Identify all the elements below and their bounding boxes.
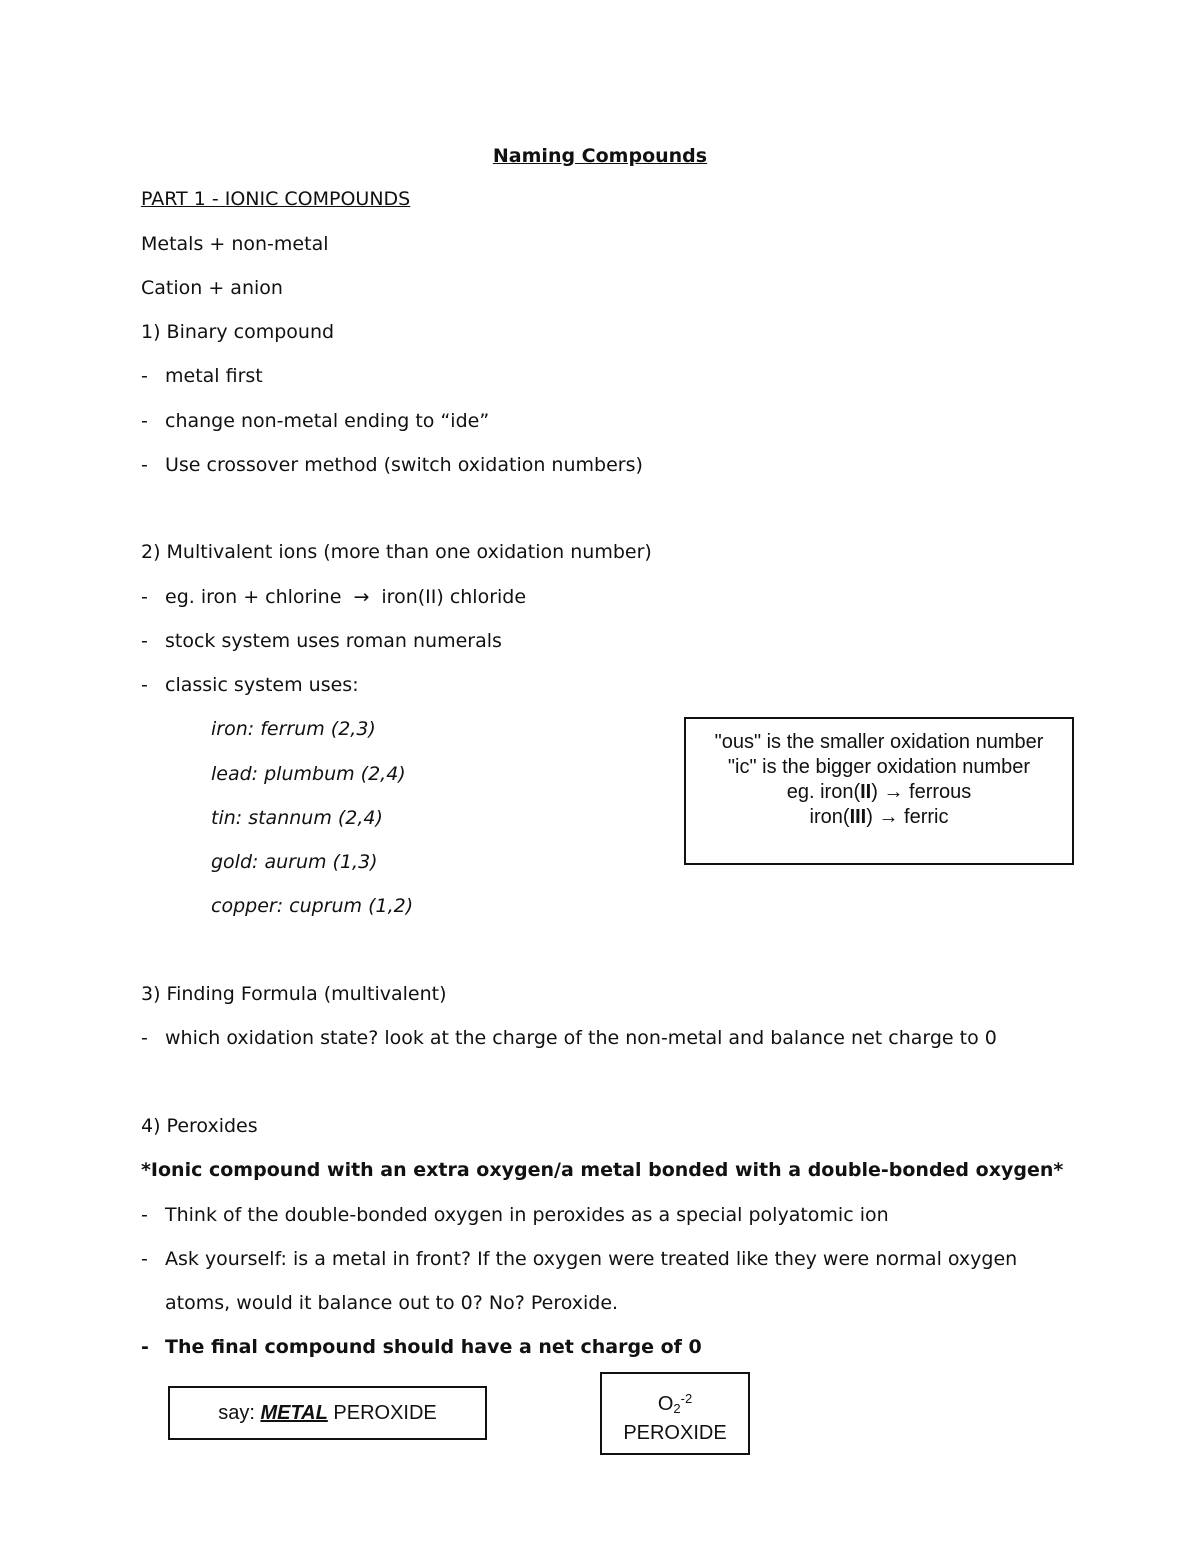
section1-bullet: Use crossover method (switch oxidation numbers) <box>165 454 643 476</box>
section4-bullet-bold: The final compound should have a net charge of 0 <box>165 1336 702 1358</box>
classic-name: copper: cuprum (1,2) <box>211 895 414 917</box>
oxygen-symbol: O <box>657 1393 674 1415</box>
classic-name: gold: aurum (1,3) <box>211 851 378 873</box>
note-line: "ic" is the bigger oxidation number <box>727 756 1031 778</box>
bullet-dash: - <box>141 1248 148 1270</box>
example-reactants: eg. iron + chlorine <box>165 586 342 608</box>
bullet-dash: - <box>141 586 148 608</box>
formula-subscript: 2 <box>673 1401 681 1416</box>
note-text: ) → ferrous <box>871 781 972 803</box>
peroxide-formula <box>602 1386 748 1421</box>
note-text: iron( <box>809 806 850 828</box>
arrow-icon: → <box>353 586 370 608</box>
section4-bullet-continued: atoms, would it balance out to 0? No? Peroxide. <box>165 1292 619 1314</box>
bullet-dash: - <box>141 1336 149 1358</box>
roman-numeral: II <box>860 781 872 803</box>
part1-heading: PART 1 - IONIC COMPOUNDS <box>141 188 411 210</box>
peroxide-definition: *Ionic compound with an extra oxygen/a metal bonded with a double-bonded oxygen* <box>141 1159 1064 1181</box>
say-prefix: say: <box>218 1402 261 1424</box>
section4-bullet: Think of the double-bonded oxygen in peroxides as a special polyatomic ion <box>165 1204 889 1226</box>
note-text: eg. iron( <box>786 781 861 803</box>
peroxide-label: PEROXIDE <box>623 1422 727 1444</box>
example-product: iron(II) chloride <box>381 586 527 608</box>
bullet-dash: - <box>141 454 148 476</box>
section2-bullet: stock system uses roman numerals <box>165 630 502 652</box>
section2-bullet: classic system uses: <box>165 674 359 696</box>
bullet-dash: - <box>141 1204 148 1226</box>
roman-numeral: III <box>849 806 867 828</box>
section4-bullet: Ask yourself: is a metal in front? If the oxygen were treated like they were normal oxygen <box>165 1248 1018 1270</box>
section1-heading: 1) Binary compound <box>141 321 335 343</box>
section4-heading: 4) Peroxides <box>141 1115 258 1137</box>
section2-example <box>165 585 526 609</box>
note-text: ) → ferric <box>866 806 949 828</box>
intro-line: Metals + non-metal <box>141 233 329 255</box>
section1-bullet: metal first <box>165 365 263 387</box>
metal-word: METAL <box>260 1402 328 1424</box>
bullet-dash: - <box>141 674 148 696</box>
classic-name: iron: ferrum (2,3) <box>211 718 376 740</box>
classic-name: lead: plumbum (2,4) <box>211 763 406 785</box>
section1-bullet: change non-metal ending to “ide” <box>165 410 490 432</box>
ous-ic-note-box <box>684 717 1074 865</box>
section2-heading: 2) Multivalent ions (more than one oxidation number) <box>141 541 652 563</box>
bullet-dash: - <box>141 1027 148 1049</box>
bullet-dash: - <box>141 630 148 652</box>
note-line <box>686 805 1072 830</box>
bullet-dash: - <box>141 365 148 387</box>
say-metal-peroxide-box <box>168 1386 487 1440</box>
peroxide-ion-box <box>600 1372 750 1455</box>
classic-name: tin: stannum (2,4) <box>211 807 383 829</box>
say-suffix: PEROXIDE <box>327 1402 437 1424</box>
bullet-dash: - <box>141 410 148 432</box>
section3-heading: 3) Finding Formula (multivalent) <box>141 983 447 1005</box>
section3-bullet: which oxidation state? look at the charge of the non-metal and balance net charge to 0 <box>165 1027 997 1049</box>
intro-line: Cation + anion <box>141 277 283 299</box>
formula-charge: -2 <box>680 1391 693 1406</box>
note-line: "ous" is the smaller oxidation number <box>714 731 1044 753</box>
note-line <box>686 780 1072 805</box>
page-title: Naming Compounds <box>492 145 708 167</box>
